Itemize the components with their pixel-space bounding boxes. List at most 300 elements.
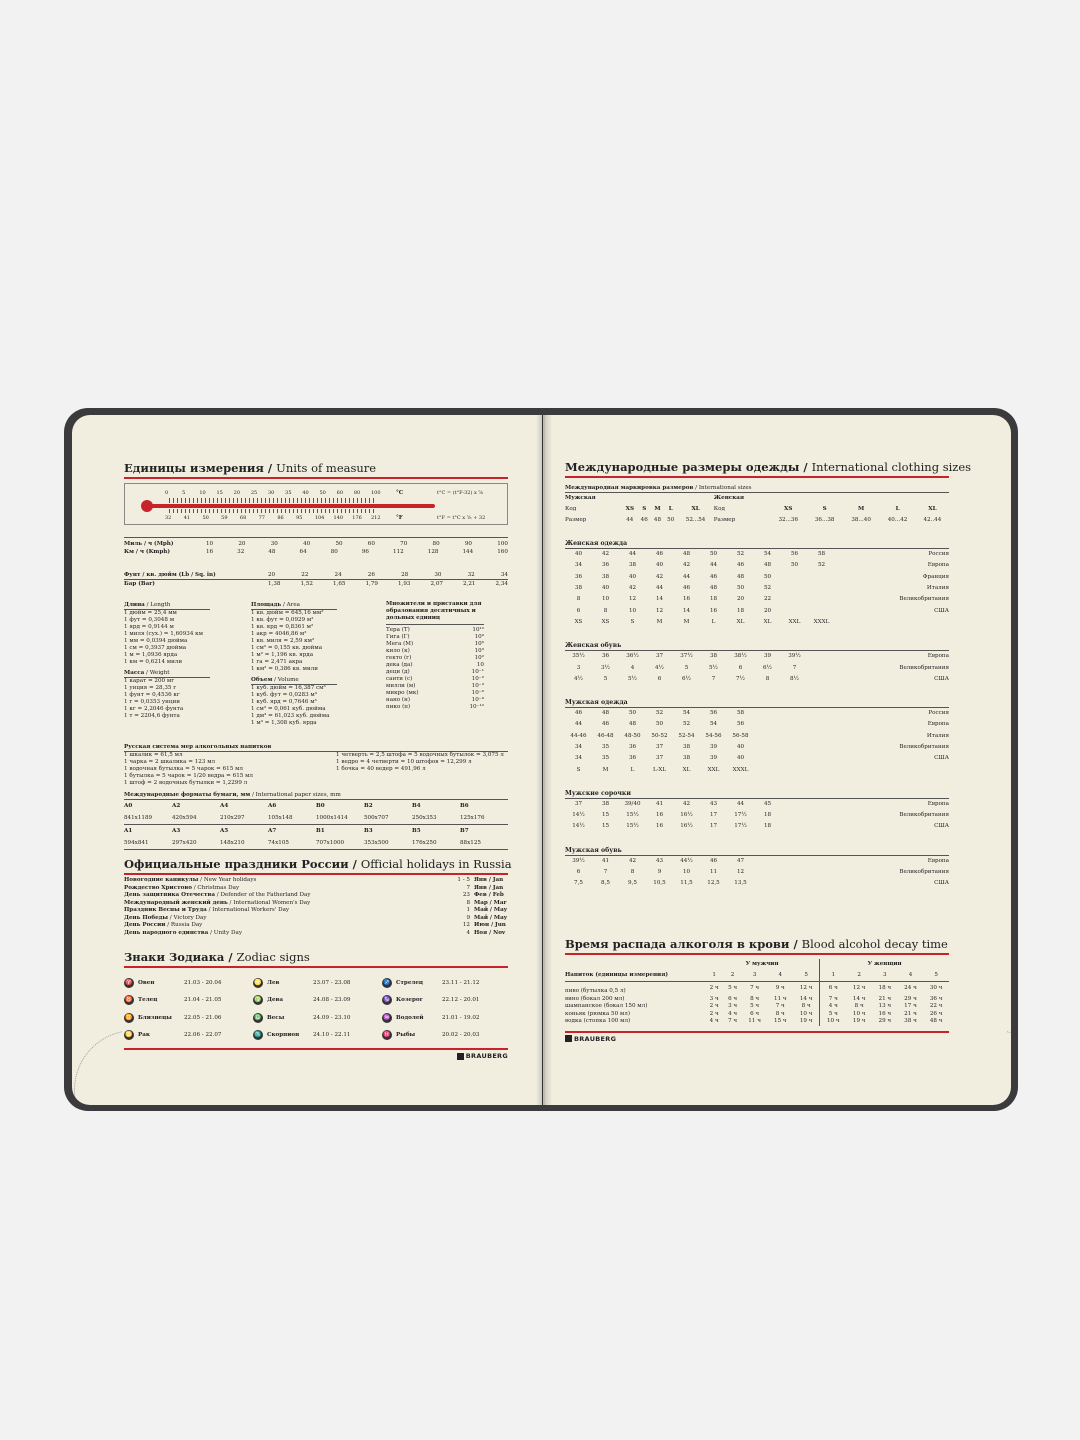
conversion-line: 1 куб. ярд = 0,7646 м³ [251,699,317,705]
conversion-line: 1 т = 2204,6 фунта [124,713,180,719]
size-cell: 40 [601,585,610,592]
scale-label: 68 [239,515,247,521]
holiday-name-ru: Праздник Весны и Труда [124,907,207,913]
size-cell: 45 [763,800,772,807]
country-cell: Европа [927,721,949,728]
size-cell: 12 [628,596,637,603]
zodiac-dates: 21.03 - 20.04 [184,979,222,986]
zodiac-dates: 22.06 - 22.07 [184,1032,222,1039]
conversion-line: 1 бутылка = 5 чарок = 1/20 ведра = 615 мл [124,773,253,779]
size-cell: 48 [628,721,637,728]
country-cell: Великобритания [899,664,949,671]
size-cell: 38 [601,573,610,580]
scale-label: 10 [199,490,206,496]
size-cell: 42 [682,800,691,807]
units-title: Единицы измерения / Units of measure [124,461,377,475]
drink-name: коньяк (рюмка 50 мл) [565,1010,631,1017]
scale-label: 41 [183,515,191,521]
decay-cell: 38 ч [904,1018,917,1025]
blank-cell [565,959,705,970]
size-cell: 50 [628,710,637,717]
zodiac-row [253,1027,379,1045]
size-cell: 40 [736,755,745,762]
prefix-row [386,669,484,676]
zodiac-row [253,1009,379,1027]
thermometer [124,483,508,525]
holiday-row [124,885,508,893]
size-cell [754,753,781,764]
size-cell: 5 [603,675,608,682]
prefix-value: 10⁻¹ [471,669,484,675]
scale-label: 35 [285,490,292,496]
country-cell: Великобритания [899,744,949,750]
decay-cell: 7 ч [820,996,847,1004]
scale-label: 5 [182,490,186,496]
red-rule [565,953,949,955]
decay-cell: 10 ч [799,1010,813,1017]
paper-cell: A3 [172,828,181,834]
zodiac-dates: 24.09 - 23.10 [313,1014,351,1021]
decay-cell: 15 ч [773,1018,787,1025]
men-label: Мужская [565,495,596,501]
size-cell: 47 [736,857,745,864]
prefix-value: 10 [476,662,484,668]
size-label: Размер [713,517,736,523]
paper-cell: 210x297 [220,815,245,821]
table-row [565,617,949,628]
prefix-row [386,662,484,669]
decay-cell: 7 ч [728,1018,738,1025]
size-cell [808,810,835,821]
holiday-name-ru: День России [124,922,166,928]
size-cell: S [630,618,635,625]
size-cell: 46 [709,573,718,580]
table-cell: 1,52 [300,581,313,587]
size-cell [808,594,835,605]
size-cell: 10 [682,869,691,876]
alcohol-table [565,959,949,1026]
size-cell [808,572,835,583]
paper-cell: B2 [364,803,373,809]
conversion-line: 1 кв. фут = 0,0929 м² [251,617,314,623]
table-row [565,764,949,775]
size-cell [808,731,835,742]
holiday-date [448,930,508,938]
decay-cell: 10 ч [820,1018,847,1026]
zodiac-name: Водолей [396,1014,424,1021]
size-cell: 16½ [680,812,693,819]
country-cell: Европа [927,562,949,569]
decay-cell: 8 ч [775,1010,785,1017]
conversion-line: 1 га = 2,471 акра [251,659,303,665]
table-cell: 32 [237,549,245,555]
table-title: Женская обувь [565,642,622,650]
size-cell [781,719,808,730]
zodiac-icon: ♑ [383,996,391,1004]
zodiac-icon: ♌ [254,978,262,986]
size-cell: 39 [709,755,718,762]
table-cell: 28 [401,572,409,578]
size-cell: 38½ [734,653,747,660]
size-cell [808,583,835,594]
size-cell: 17 [709,812,718,819]
size-cell: 3 [576,664,581,671]
size-cell: 6 [738,664,743,671]
conversion-line: 1 куб. фут = 0,0283 м³ [251,692,317,698]
decay-cell: 3 ч [728,1003,738,1010]
drink-name: водка (стопка 100 мл) [565,1018,631,1025]
size-cell: 14½ [572,812,585,819]
size-cell: 4½ [655,664,664,671]
country-cell: Великобритания [899,869,949,876]
table-cell: 1,65 [333,581,346,587]
col-number: 3 [883,972,887,979]
size-cell: 8 [603,607,608,614]
size-cell [808,878,835,889]
table-cell: 90 [464,541,472,547]
prefix-name: пико (п) [386,704,411,710]
country-cell: Европа [927,857,949,864]
table-row [565,856,949,867]
decay-cell: 26 ч [929,1010,943,1017]
prefix-row [386,655,484,662]
size-cell: 41 [655,800,664,807]
prefix-value: 10⁻¹² [469,704,484,710]
decay-cell: 14 ч [852,995,866,1002]
conversion-line: 1 кв. дюйм = 645,16 мм² [251,610,324,616]
size-cell: 46 [601,721,610,728]
prefix-name: Гига (Г) [386,634,410,640]
decay-cell: 5 ч [728,985,738,992]
zodiac-row [382,1009,508,1027]
size-cell: 44 [655,585,664,592]
table-row [565,867,949,878]
right-page [543,415,1011,1105]
paper-row [124,825,508,837]
size-cell: M [656,618,663,625]
size-code: M [858,506,865,512]
size-cell: 46 [709,857,718,864]
size-cell: 39 [763,653,772,660]
country-cell: США [934,880,949,887]
paper-cell: 88x125 [460,840,481,846]
paper-cell: A1 [124,828,133,834]
table-cell: 16 [206,549,214,555]
prefix-value: 10⁻⁶ [471,690,484,696]
conversion-line: 1 мм = 0,0394 дюйма [124,638,188,644]
blank-cell [916,493,949,504]
table-row [565,572,949,583]
red-rule [124,477,508,479]
conversion-line: 1 карат = 200 мг [124,678,175,684]
size-value: 52...54 [685,517,706,523]
size-cell: 52-54 [678,732,695,739]
zodiac-icon: ♊ [125,1013,133,1021]
size-cell [781,708,808,719]
holiday-day: 12 [462,922,470,928]
prefix-value: 10⁻³ [471,683,484,689]
prefix-name: гекто (г) [386,655,412,661]
table-cell: 96 [361,549,369,555]
paper-cell: A0 [124,803,133,809]
size-cell: 36 [628,744,637,750]
size-cell: 44½ [680,857,693,864]
scale-label: 95 [296,515,303,521]
decay-cell: 2 ч [709,1010,719,1017]
country-cell: Великобритания [899,812,949,819]
conversion-line: 1 м³ = 1,308 куб. ярда [251,720,317,726]
scale-label: 32 [165,515,172,521]
country-cell: Россия [928,551,949,558]
paper-cell: 500x707 [364,815,389,821]
conversion-line: 1 шкалик = 61,5 мл [124,752,183,758]
holiday-name-ru: День защитника Отечества [124,892,216,898]
size-cell: 16 [655,812,664,819]
holiday-name-en: New Year holidays [203,877,257,883]
table-cell: 64 [299,549,307,555]
conversion-line: 1 м² = 1,196 кв. ярда [251,652,314,658]
holiday-month: Мар / Mar [474,899,507,906]
size-cell [754,856,781,867]
holiday-day: 4 [466,929,470,936]
size-cell: 39½ [788,653,801,660]
size-cell: 46-48 [597,732,614,739]
size-cell: 56 [790,551,799,558]
zodiac-row [382,992,508,1010]
size-cell: L-XL [652,766,667,773]
size-cell: 38 [682,755,691,762]
size-cell: L [630,766,635,773]
decay-cell: 11 ч [773,995,787,1002]
paper-cell: B4 [412,803,421,809]
country-cell: США [934,675,949,682]
scale-label: 86 [277,515,284,521]
paper-cell: 594x841 [124,840,149,846]
size-cell [781,821,808,832]
size-cell: 42 [628,857,637,864]
size-cell [781,594,808,605]
drink-name: шампанское (бокал 150 мл) [565,1003,648,1010]
drink-header: Напиток (единицы измерения) [565,972,668,979]
size-value: 46 [640,517,648,523]
size-cell [781,605,808,616]
table-row [565,810,949,821]
size-cell: 7 [603,869,608,876]
scale-label: 30 [268,490,275,496]
size-table [565,799,949,833]
holiday-name-ru: День Победы [124,914,169,921]
conversion-line: 1 кв. ярд = 0,8361 м² [251,624,314,630]
prefix-row [386,683,484,690]
size-cell: 12 [655,607,664,614]
size-cell: 6½ [763,664,772,671]
paper-formats: Международные форматы бумаги, мм / International paper sizes, mm A0 A2 A4 A6 B0 B2 B4 B6 841x1189 420x594 210x297 105x148 1000x1414 500x707 250x353 125x176 A1 A3 A5 A7 B1 B3 B5 B7 594x841 297x420 148x210 74x105 707x1000 353x500 176x250 88x125 [124,791,508,850]
prefix-name: дека (да) [386,662,413,668]
table-cell: 50 [335,541,343,547]
women-header: У женщин [820,959,949,970]
conversion-line: 1 фут = 0,3048 м [124,617,175,623]
size-cell: XS [574,618,583,625]
scale-label: 50 [319,490,326,496]
fahrenheit-unit: °F [396,515,403,521]
size-cell: 7 [792,664,797,671]
decay-cell: 2 ч [709,1003,719,1010]
size-cell: 46 [682,585,691,592]
size-cell [781,810,808,821]
size-value: 40...42 [887,517,908,523]
size-cell: 11,5 [680,880,693,887]
decay-cell: 6 ч [728,995,738,1002]
blank-cell [677,493,713,504]
size-cell [808,719,835,730]
table-cell: 1,93 [398,581,411,587]
paper-cell: 353x500 [364,840,389,846]
country-cell: Италия [926,585,949,592]
size-value: 48 [653,517,662,523]
size-cell: 34 [574,562,583,569]
holiday-month: Май / May [474,907,507,913]
table-title: Женская одежда [565,540,628,547]
size-cell: 44 [709,562,718,569]
scale-label: 20 [233,490,241,496]
size-cell: 16 [655,823,664,830]
pressure-table: Фунт / кв. дюйм (Lb / Sq. in) 20 22 24 26 28 30 32 34 Бар (Bar) 1,38 1,52 1,65 1,79 1,93 2,07 2,21 2,34 [124,572,508,587]
size-cell [754,867,781,878]
table-row [565,549,949,560]
table-cell: 30 [270,541,278,547]
decay-cell: 5 ч [750,1003,760,1010]
fahrenheit-ticks [165,514,381,522]
table-row [565,560,949,571]
table-cell: 20 [268,572,276,578]
zodiac-row [124,974,250,992]
zodiac-name: Рак [138,1032,150,1039]
decay-cell: 8 ч [854,1003,864,1010]
decay-cell: 4 ч [709,1018,719,1025]
conversion-line: 1 км = 0,6214 мили [124,659,183,665]
size-table [565,856,949,890]
size-cell: 6 [576,869,581,876]
zodiac-name: Весы [267,1014,285,1021]
paper-cell: 125x176 [460,815,485,821]
decay-cell: 12 ч [852,985,866,992]
country-cell: Великобритания [899,596,949,603]
table-cell: 30 [434,572,442,578]
size-cell: 48 [682,551,691,558]
paper-cell: A7 [268,828,277,834]
zodiac-icon: ♏ [254,1031,262,1039]
size-cell [781,583,808,594]
decay-cell: 16 ч [878,1010,892,1017]
book-gutter [536,415,552,1105]
size-cell: XL [736,618,745,625]
size-cell [808,651,835,662]
conversion-line: 1 см = 0,3937 дюйма [124,645,187,651]
size-cell: 9,5 [628,880,637,887]
holiday-day: 8 [466,899,470,906]
size-cell: 18 [763,823,772,830]
conversion-line: 1 ведро = 4 четверти = 10 штофов = 12,299 л [336,759,472,765]
table-cell: 24 [334,572,342,578]
holiday-name-en: Christmas Day [197,884,240,891]
size-label: Размер [565,517,587,523]
size-cell: 5½ [628,675,637,682]
size-cell: 17½ [734,823,747,830]
women-label: Женская [713,495,744,501]
prefix-name: кило (к) [386,648,410,654]
size-cell: 15½ [626,823,639,830]
holiday-row [124,930,508,938]
prefix-row [386,676,484,683]
decay-cell: 21 ч [904,1010,917,1017]
holiday-name: Рождество Христово / Christmas Day [124,884,240,891]
size-cell [808,753,835,764]
size-cell [781,878,808,889]
zodiac-icon: ♒ [383,1013,391,1021]
scale-label: 140 [333,515,344,521]
size-code: XS [784,506,793,512]
size-cell: 40 [574,551,583,558]
paper-cell: A5 [220,828,229,834]
table-cell: 2,21 [463,581,476,587]
conversion-line: 1 унция = 28,35 г [124,685,177,691]
zodiac-dates: 22.05 - 21.06 [184,1014,222,1021]
scale-label: 50 [202,515,209,521]
size-cell: 46 [574,710,583,717]
prefix-row [386,704,484,711]
size-cell: M [683,618,690,625]
size-cell [754,764,781,775]
size-cell: 15 [601,812,610,819]
table-row [565,594,949,605]
size-cell: 37½ [680,653,693,660]
table-cell: 60 [367,541,375,547]
alcohol-decay-section [565,937,949,1043]
size-cell [781,742,808,753]
size-cell: 8 [576,596,581,603]
table-cell: 160 [497,549,508,555]
alcohol-measures: Русская система мер алкогольных напитков 1 шкалик = 61,5 мл 1 чарка = 2 шкалика = 123 мл 1 водочная бутылка = 5 чарок = 615 мл 1 бутылка = 5 чарок = 1/20 ведра = 615 мл 1 штоф = 2 водочных бутылки = 1,2299 л 1 четверть = 2,5 штофа = 5 водочных бутылок = 3,075 л 1 ведро = 4 четверти = 10 штофов = 12,299 л 1 бочка = 40 ведер = 491,96 л [124,743,508,787]
zodiac-dates: 23.11 - 21.12 [442,979,480,986]
size-cell [808,742,835,753]
size-cell [781,753,808,764]
zodiac-name: Телец [138,997,158,1004]
brand-logo: BRAUBERG [565,1035,949,1043]
col-number: 5 [804,972,808,979]
clothing-title: Международные размеры одежды / International clothing sizes [565,460,972,474]
holiday-name-en: Russia Day [170,922,203,928]
conversion-line: 1 миля (сух.) = 1,60934 км [124,631,203,637]
decay-cell: 22 ч [929,1003,943,1010]
size-cell: 39½ [572,857,585,864]
decay-cell: 8 ч [750,995,760,1002]
holiday-name-ru: Рождество Христово [124,884,192,891]
prefix-row [386,627,484,634]
size-cell: 39/40 [624,800,641,807]
scale-label: 176 [352,515,362,521]
table-cell: 100 [497,541,508,547]
prefix-row [386,697,484,704]
country-cell: Италия [926,732,949,739]
size-cell: 10,5 [653,880,666,887]
country-cell: Европа [927,800,949,807]
zodiac-icon: ♍ [254,996,262,1004]
size-cell: 40 [736,744,745,750]
size-table [565,708,949,776]
holiday-name: Праздник Весны и Труда / International Workers' Day [124,907,290,913]
size-cell: 40 [628,573,637,580]
size-cell: 7½ [736,675,745,682]
